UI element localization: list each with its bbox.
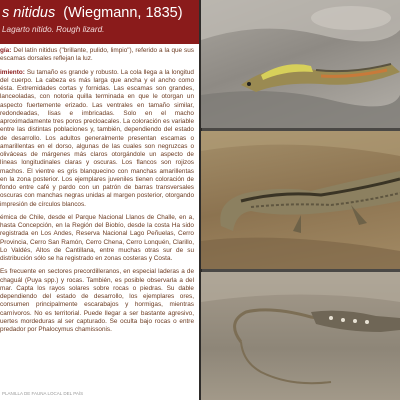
etymology-paragraph — [0, 47, 194, 64]
lizard-on-ground-image — [201, 131, 400, 269]
lizard-photo-rock — [201, 0, 400, 128]
page-footer: PLANILLA DE FAUNA LOCAL DEL PAÍS — [2, 391, 84, 396]
species-title — [2, 5, 183, 21]
recognition-text: Su tamaño es grande y robusto. La cola llega a la longitud del cuerpo. La cabeza es más larga que ancha y el ancho como ésta. Extremidades cortas y fornidas. Las escamas son grandes, lanceoladas, con notoria quilla terminada en que le otorgan un aspecto fuertemente erizado. Las ventrales en tamaño similar, redondeadas, lisas e imbricadas. Solo en el macho aproximadamente tres poros precloacales. La coloración es variable entre las distintas poblaciones y, también, dependiendo del estado de desarrollo. Los adultos generalmente presentan escamas o amarillentas en el dorso, algunas de las cuales son negruzcas o oliváceas de márgenes más claros otorgándole un aspecto de líneas longitudinales claras y oscuras. Los flancos son rojizos machos. El vientre es gris blanquecino con manchas amarillentas en la zona posterior. Los ejemplares juveniles tienen coloración de fondo entre café y pardo con un patrón de barras transversales oscuras con manchas negras unidas al margen posterior, otorgando impresión de círculos blancos. — [0, 68, 194, 208]
recognition-paragraph — [0, 69, 194, 209]
etymology-label: gía: — [0, 47, 12, 54]
common-names: Lagarto nitido. Rough lizard. — [2, 25, 105, 34]
lizard-photo-ground — [201, 131, 400, 269]
recognition-label: imiento: — [0, 68, 25, 76]
distribution-paragraph: émica de Chile, desde el Parque Nacional Llanos de Challe, en a, hasta Concepción, en la Región del Biobío, desde la costa Ha sido registrada en Los Andes, Reserva Nacional Lago Peñuelas, Cerro Provincia, Cerro San Ramón, Cerro Chena, Cerro Lonquén, Clarillo, Lo Valdés, Altos de Cantillana, entre muchas otras sur de su distribución sólo se ha registrado en zonas costeras y Costa. — [0, 213, 194, 262]
photo-column — [201, 0, 400, 400]
etymology-text: Del latín nitidus ("brillante, pulido, limpio"), referido a la que sus escamas dorsales reflejan la luz. — [0, 47, 194, 63]
lizard-photo-juvenile — [201, 272, 400, 400]
juvenile-lizard-image — [201, 272, 400, 400]
species-header — [0, 0, 200, 44]
species-name: s nitidus — [2, 5, 56, 21]
natural-history-paragraph: Es frecuente en sectores precordilleranos, en especial laderas a de chaguál (Puya spp.) y rocas. También, es posible observarla a del mar. Capta los rayos solares sobre rocas o piedras. Su dable dependiendo del estado de desarrollo, los ejemplares ores, consumen principalmente escarabajos y hormigas, mientras carnívoros. No es territorial. Puede llegar a ser bastante agresivo, uertes mordeduras al ser capturado. Se oculta bajo rocas o entre predador por Phalocymus chamissonis. — [0, 268, 194, 333]
lizard-on-rock-image — [201, 0, 400, 128]
species-description — [0, 44, 200, 334]
species-author: (Wiegmann, 1835) — [63, 5, 183, 21]
